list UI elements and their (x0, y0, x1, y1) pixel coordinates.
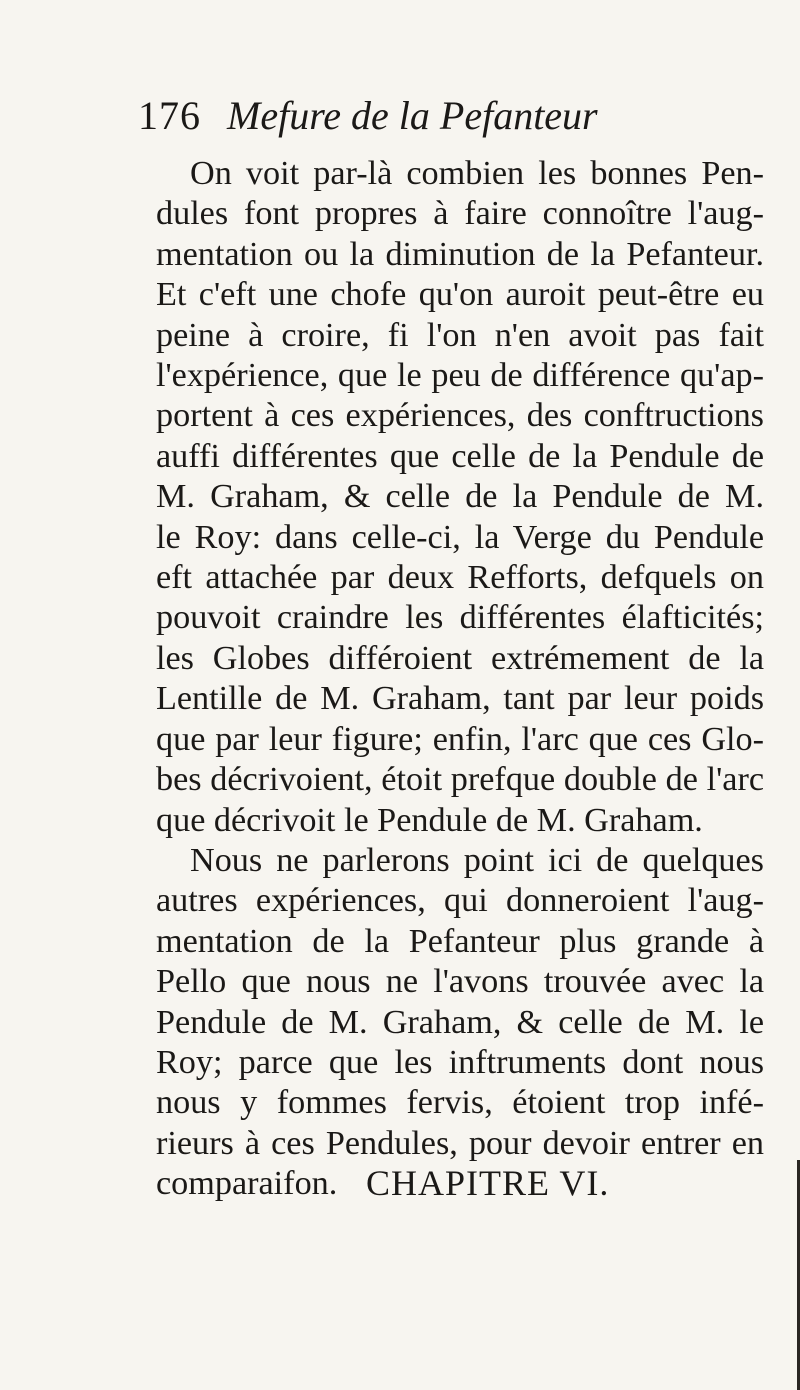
text-line: mentation ou la diminution de la Pefanteur. (156, 235, 764, 273)
text-line: que par leur figure; enfin, l'arc que ces Glo- (156, 720, 764, 758)
running-header (138, 92, 758, 152)
text-line: Pello que nous ne l'avons trouvée avec la (156, 963, 764, 1001)
text-line: rieurs à ces Pendules, pour devoir entrer en (156, 1124, 764, 1162)
text-line: les Globes différoient extrémement de la (156, 639, 764, 677)
text-line: Nous ne parlerons point ici de quelques (190, 841, 764, 879)
text-line: comparaifon. (156, 1165, 338, 1203)
text-line: auffi différentes que celle de la Pendule de (156, 437, 764, 475)
text-line: que décrivoit le Pendule de M. Graham. (156, 801, 703, 839)
text-line: portent à ces expériences, des conftructions (156, 397, 764, 435)
text-line: dules font propres à faire connoître l'aug- (156, 195, 764, 233)
text-line: On voit par-là combien les bonnes Pen- (190, 155, 764, 192)
text-line: Roy; parce que les inftruments dont nous (156, 1043, 764, 1081)
next-chapter-heading: CHAPITRE VI. (366, 1163, 610, 1203)
page-number: 176 (138, 93, 201, 138)
text-line: nous y fommes fervis, étoient trop infé- (156, 1084, 764, 1122)
text-line: bes décrivoient, étoit prefque double de l'arc (156, 761, 764, 799)
text-line: M. Graham, & celle de la Pendule de M. (156, 478, 764, 516)
text-line: Lentille de M. Graham, tant par leur poids (156, 680, 764, 718)
text-line: eft attachée par deux Refforts, defquels on (156, 559, 764, 597)
text-line: Pendule de M. Graham, & celle de M. le (156, 1003, 764, 1041)
body-text (156, 154, 764, 1205)
text-line: mentation de la Pefanteur plus grande à (156, 922, 764, 960)
text-line: autres expériences, qui donneroient l'aug- (156, 882, 764, 920)
text-line: peine à croire, fi l'on n'en avoit pas fait (156, 316, 764, 354)
text-line: le Roy: dans celle-ci, la Verge du Pendule (156, 518, 764, 556)
running-title: Mefure de la Pefanteur (227, 93, 598, 138)
text-line: pouvoit craindre les différentes élafticités; (156, 599, 764, 637)
text-line: l'expérience, que le peu de différence qu'ap- (156, 357, 764, 395)
text-line: Et c'eft une chofe qu'on auroit peut-être eu (156, 276, 764, 314)
